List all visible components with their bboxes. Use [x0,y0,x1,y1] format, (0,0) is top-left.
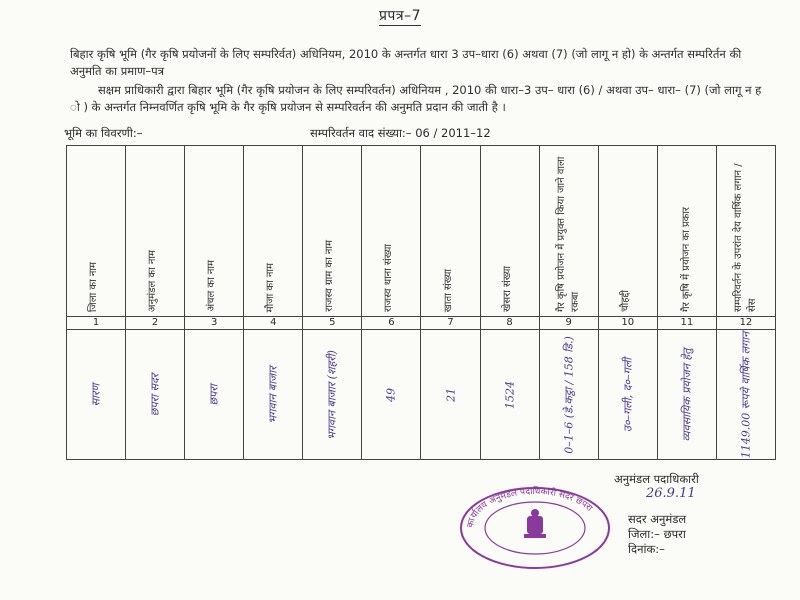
office-address [628,512,686,557]
column-number: 11 [657,317,716,330]
table-number-row [67,317,776,330]
header-khesra-number: खेसरा संख्या [501,266,513,312]
header-area: गैर कृषि प्रयोजन में प्रयुक्त किया जाने वाला रकबा [555,156,581,312]
statement-paragraph: सक्षम प्राधिकारी द्वारा बिहार भूमि (गैर कृषि प्रयोजन के लिए सम्परिवर्तन) अधिनियम , 2010 की धारा–3 उप– धारा (6) / अथवा उप– धारा– (7) (जो लागू न ह ो ) के अन्तर्गत निम्नवर्णित कृषि भूमि के गैर कृषि प्रयोजन से सम्परिवर्तन की अनुमति प्रदान की जाती है । [70,83,762,114]
header-khata-number: खाता संख्या [442,268,454,312]
office-line: सदर अनुमंडल [628,512,687,526]
value-revenue-village: भगवान बाजार (शहरी) [325,349,339,440]
column-number: 9 [539,317,598,330]
header-subdivision: अनुमंडल का नाम [147,249,159,312]
signature-mark: 26.9.11 [646,486,696,501]
header-boundary: चौहद्दी [619,290,631,312]
column-number: 4 [244,317,303,330]
column-number: 10 [598,317,657,330]
table-value-row [67,330,776,460]
value-purpose-type: व्यवसायिक प्रयोजन हेतु [680,347,694,442]
header-purpose-type: गैर कृषि में प्रयोजन का प्रकार [680,206,692,312]
signatory-title: अनुमंडल पदाधिकारी [614,472,699,486]
header-annual-rent: सम्परिवर्तन के उपरांत देय वार्षिक लगान / सेस [732,163,758,312]
office-line: दिनांक:– [628,542,665,556]
column-number: 1 [67,317,126,330]
header-thana-number: राजस्व थाना संख्या [383,243,395,312]
value-khesra-number: 1524 [503,380,517,409]
value-district: सारण [89,383,103,406]
land-details-label: भूमि का विवरणी:– [64,126,143,140]
value-circle: छपरा [207,383,221,406]
value-area: 0–1–6 (डे.कट्ठा / 158 डि.) [562,335,576,454]
office-stamp [455,482,615,572]
value-subdivision: छपरा सदर [148,373,162,416]
header-circle: अंचल का नाम [206,260,218,312]
column-number: 3 [185,317,244,330]
column-number: 6 [362,317,421,330]
emblem-icon [524,509,546,538]
column-number: 8 [480,317,539,330]
column-number: 2 [126,317,185,330]
value-thana-number: 49 [384,387,398,402]
intro-paragraph: बिहार कृषि भूमि (गैर कृषि प्रयोजनों के लिए सम्परिर्वत) अधिनियम, 2010 के अन्तर्गत धारा 3 उप–धारा (6) अथवा (7) (जो लागू न हो) के अन्तर्गत सम्परिर्तन की अनुमति का प्रमाण–पत्र [70,47,742,78]
office-line: जिला:– छपरा [628,527,686,541]
header-revenue-village: राजस्व ग्राम का नाम [324,240,336,312]
column-number: 7 [421,317,480,330]
value-mauja: भगवान बाजार [266,365,280,424]
value-boundary: उ०–गली, द०–गली [621,357,635,432]
stamp-text: कार्यालय अनुमंडल पदाधिकारी सदर छपरा [465,486,594,529]
value-khata-number: 21 [444,387,457,402]
header-mauja: मौजा का नाम [265,262,277,312]
table-header-row [67,146,776,317]
header-district: जिला का नाम [88,261,100,312]
case-number: सम्परिवर्तन वाद संख्या:– 06 / 2011–12 [310,126,491,140]
column-number: 5 [303,317,362,330]
form-title: प्रपत्र–7 [378,8,422,24]
column-number: 12 [716,317,775,330]
value-annual-rent: 1149.00 रूपये वार्षिक लगान [739,331,753,458]
land-details-table [66,145,776,460]
